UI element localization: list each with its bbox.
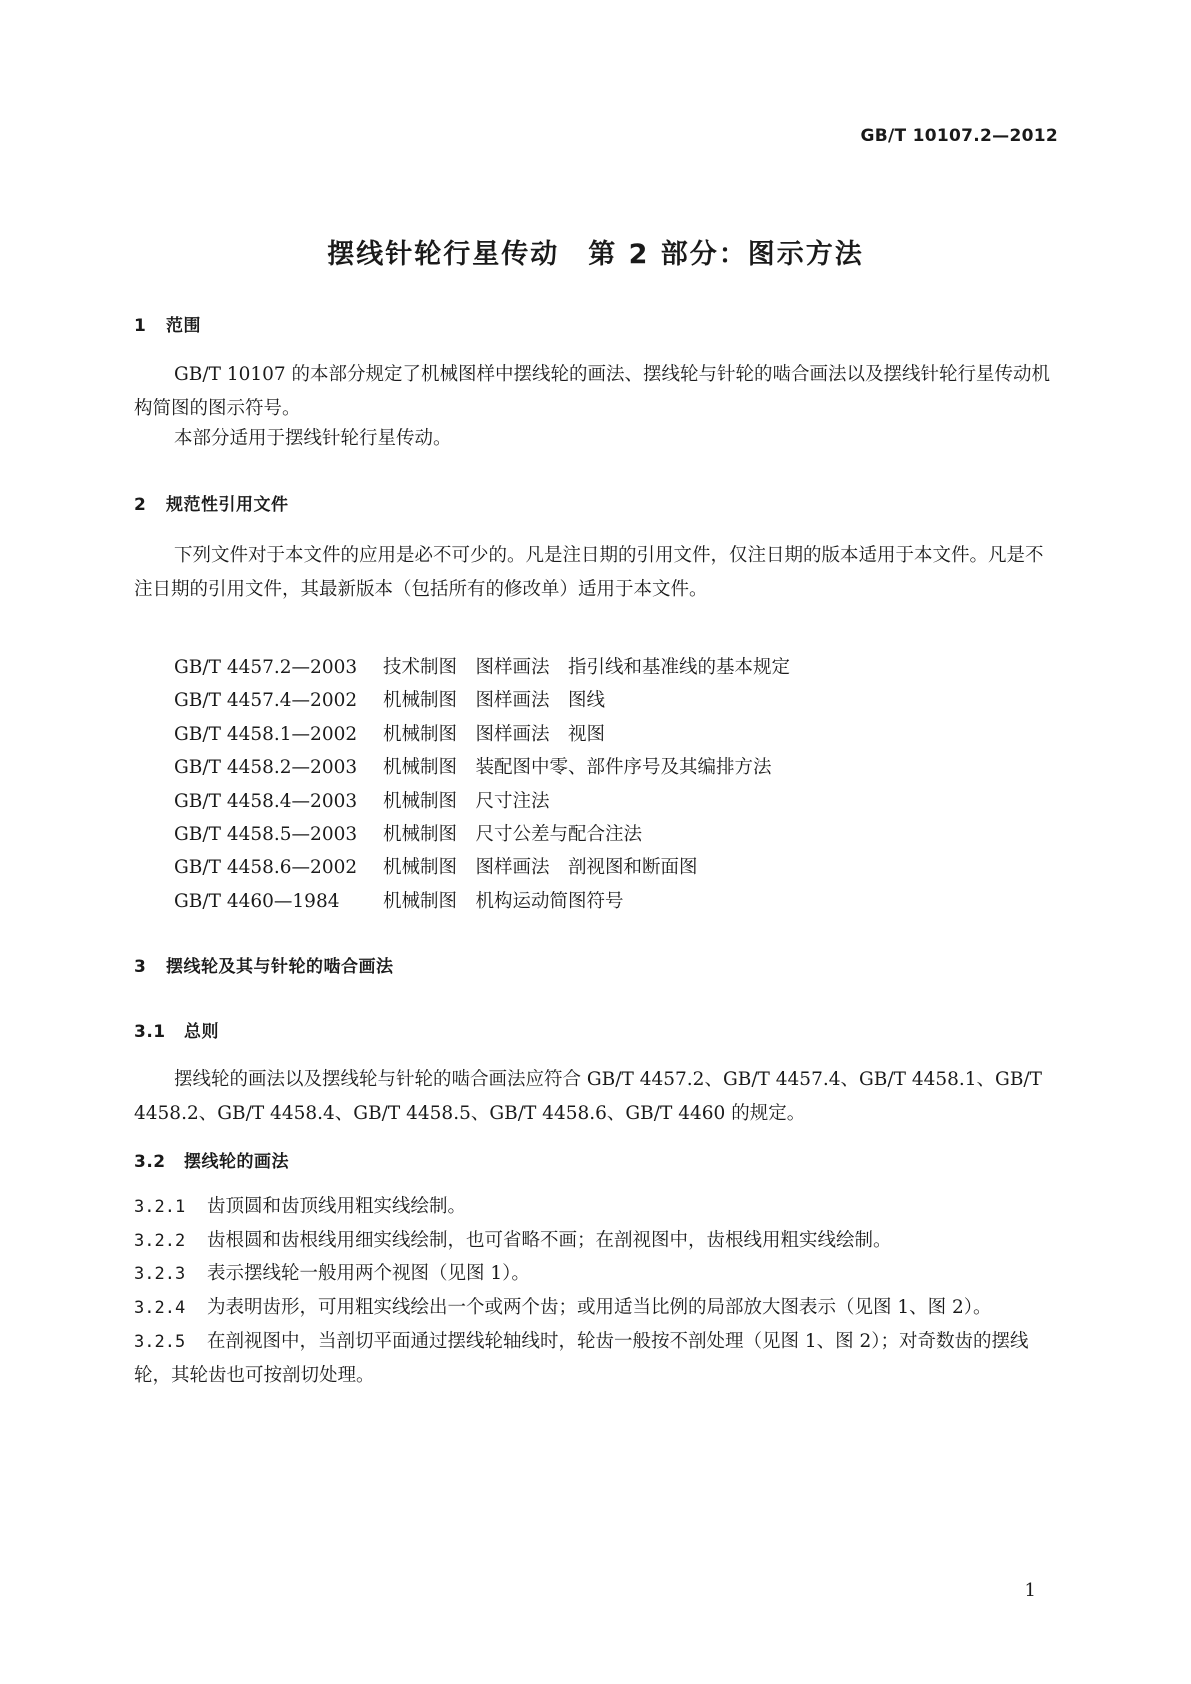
reference-item [174, 751, 790, 784]
clause-number: 3.2.3 [134, 1264, 186, 1284]
section-2-intro: 下列文件对于本文件的应用是必不可少的。凡是注日期的引用文件，仅注日期的版本适用于本文件。凡是不注日期的引用文件，其最新版本（包括所有的修改单）适用于本文件。 [134, 545, 1044, 600]
subsection-title: 总则 [184, 1022, 219, 1042]
clause-number: 3.2.1 [134, 1197, 186, 1217]
reference-title: 技术制图 图样画法 指引线和基准线的基本规定 [383, 657, 791, 678]
reference-code: GB/T 4458.5—2003 [174, 823, 358, 845]
clause-3-2-1 [134, 1190, 1059, 1224]
reference-title: 机械制图 尺寸公差与配合注法 [383, 823, 643, 845]
reference-item [174, 684, 790, 717]
reference-title: 机械制图 机构运动简图符号 [383, 890, 624, 912]
reference-list [174, 651, 790, 918]
clause-number: 3.2.2 [134, 1231, 186, 1251]
reference-code: GB/T 4458.6—2002 [174, 857, 358, 879]
subsection-title: 摆线轮的画法 [184, 1152, 289, 1172]
section-1-paragraph-1: GB/T 10107 的本部分规定了机械图样中摆线轮的画法、摆线轮与针轮的啮合画法以及摆线针轮行星传动机构简图的图示符号。 [134, 364, 1051, 419]
clause-3-2-5 [134, 1325, 1059, 1392]
reference-item [174, 818, 790, 851]
subsection-number: 3.2 [134, 1152, 166, 1172]
reference-title: 机械制图 图样画法 图线 [383, 690, 606, 712]
reference-item [174, 885, 790, 918]
section-number: 3 [134, 957, 147, 977]
clause-text: 齿顶圆和齿顶线用粗实线绘制。 [207, 1196, 467, 1217]
reference-item [174, 718, 790, 751]
reference-title: 机械制图 图样画法 视图 [383, 723, 606, 745]
clause-text: 为表明齿形，可用粗实线绘出一个或两个齿；或用适当比例的局部放大图表示（见图 1、图 2）。 [207, 1297, 992, 1318]
clause-text: 在剖视图中，当剖切平面通过摆线轮轴线时，轮齿一般按不剖处理（见图 1、图 2）；对奇数齿的摆线轮，其轮齿也可按剖切处理。 [134, 1331, 1029, 1386]
clause-number: 3.2.5 [134, 1332, 186, 1352]
reference-code: GB/T 4458.2—2003 [174, 757, 358, 779]
clause-3-2-3 [134, 1257, 1059, 1291]
reference-code: GB/T 4457.4—2002 [174, 690, 358, 712]
reference-title: 机械制图 装配图中零、部件序号及其编排方法 [383, 757, 772, 779]
page-number: 1 [1024, 1580, 1036, 1601]
section-title: 范围 [166, 316, 201, 336]
section-title: 摆线轮及其与针轮的啮合画法 [166, 957, 394, 977]
section-3-heading [134, 952, 394, 977]
reference-code: GB/T 4460—1984 [174, 890, 340, 912]
clause-number: 3.2.4 [134, 1298, 186, 1318]
section-number: 1 [134, 316, 147, 336]
section-1-paragraph-2: 本部分适用于摆线针轮行星传动。 [174, 428, 452, 449]
document-title: 摆线针轮行星传动 第 2 部分：图示方法 [327, 239, 864, 270]
clause-text: 表示摆线轮一般用两个视图（见图 1）。 [207, 1263, 530, 1284]
reference-code: GB/T 4457.2—2003 [174, 657, 358, 678]
reference-item [174, 785, 790, 818]
subsection-number: 3.1 [134, 1022, 166, 1042]
reference-title: 机械制图 图样画法 剖视图和断面图 [383, 857, 698, 879]
reference-code: GB/T 4458.4—2003 [174, 790, 358, 812]
section-1-heading [134, 311, 201, 336]
reference-code: GB/T 4458.1—2002 [174, 723, 358, 745]
clause-3-2-4 [134, 1291, 1059, 1325]
clause-text: 齿根圆和齿根线用细实线绘制，也可省略不画；在剖视图中，齿根线用粗实线绘制。 [207, 1230, 892, 1251]
section-title: 规范性引用文件 [166, 495, 289, 515]
reference-item [174, 651, 790, 684]
section-2-heading [134, 490, 289, 515]
reference-item [174, 851, 790, 884]
subsection-3-1-heading [134, 1017, 219, 1042]
subsection-3-1-text: 摆线轮的画法以及摆线轮与针轮的啮合画法应符合 GB/T 4457.2、GB/T 4457.4、GB/T 4458.1、GB/T 4458.2、GB/T 4458.4、GB/T 4458.5、GB/T 4458.6、GB/T 4460 的规定。 [134, 1069, 1043, 1124]
section-number: 2 [134, 495, 147, 515]
standard-number: GB/T 10107.2—2012 [860, 126, 1058, 146]
subsection-3-2-heading [134, 1147, 289, 1172]
reference-title: 机械制图 尺寸注法 [383, 790, 550, 812]
clause-3-2-2 [134, 1224, 1059, 1258]
